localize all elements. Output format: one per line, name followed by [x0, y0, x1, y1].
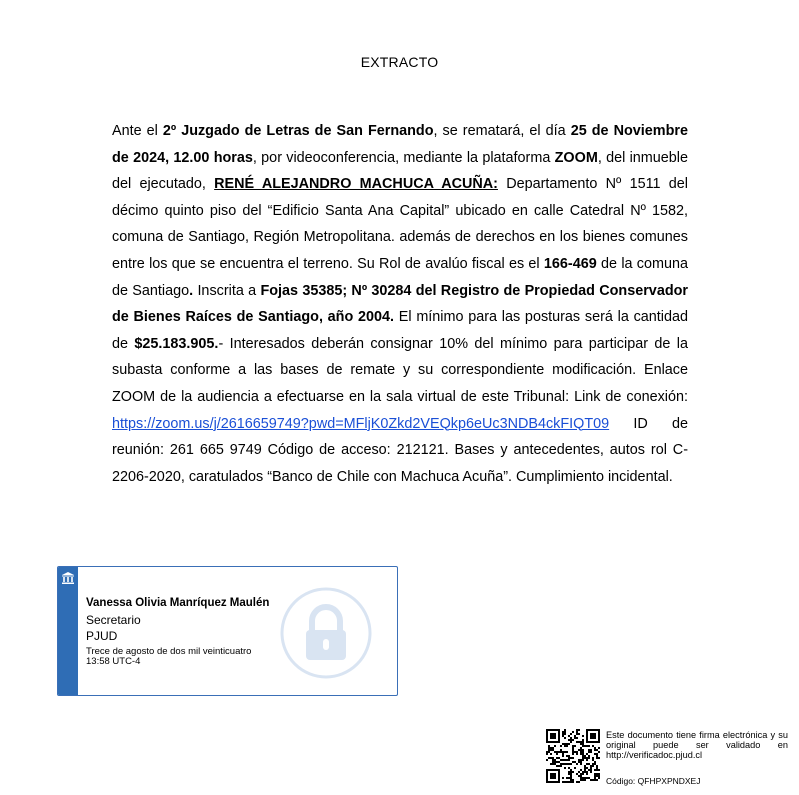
signature-date-text: Trece de agosto de dos mil veinticuatro: [86, 646, 252, 657]
paragraph-text: Ante el: [112, 123, 163, 139]
bold-text: $25.183.905.: [134, 335, 219, 352]
signer-name: Vanessa Olivia Manríquez Maulén: [86, 597, 270, 609]
document-title: EXTRACTO: [360, 54, 439, 70]
paragraph-text: - Interesados deberán consignar 10% del mínimo para participar de la subasta conforme a las bases de remate y su correspondiente modificación. Enlace ZOOM de la audiencia a efectuarse en la sala virtual de este Tribunal: Link de conexión:: [112, 335, 688, 405]
signer-role: Secretario: [86, 613, 141, 627]
paragraph-text: , se rematará, el día: [433, 123, 571, 139]
signature-date: [86, 647, 306, 667]
bold-text: 25 de Noviembre de 2024, 12.00 horas: [112, 123, 688, 166]
bold-text: 2º Juzgado de Letras de San Fernando: [162, 123, 434, 139]
electronic-signature-box: [57, 566, 398, 696]
qr-code: [546, 729, 600, 783]
bold-text: Fojas 35385; Nº 30284 del Registro de Propiedad Conservador de Bienes Raíces de Santiago, año 2004.: [112, 282, 688, 326]
verification-notice: Este documento tiene firma electrónica y su original puede ser validado en http://verificadoc.pjud.cl: [606, 730, 788, 760]
extract-paragraph: [112, 118, 688, 490]
zoom-link[interactable]: https://zoom.us/j/2616659749?pwd=MFljK0Zkd2VEQkp6eUc3NDB4ckFIQT09: [112, 415, 610, 432]
paragraph-text: , del inmueble del ejecutado,: [112, 149, 688, 193]
paragraph-text: Inscrita a: [197, 282, 261, 299]
bold-text: 166-469: [543, 255, 597, 272]
bold-text: ZOOM: [554, 149, 598, 166]
paragraph-text: ID de reunión: 261 665 9749 Código de acceso: 212121. Bases y antecedentes, autos rol C-2206-2020, caratulados “Banco de Chile con Machuca Acuña”. Cumplimiento incidental.: [112, 415, 688, 485]
paragraph-text: de la comuna de Santiago: [112, 255, 688, 299]
paragraph-text: El mínimo para las posturas será la cantidad de: [112, 309, 688, 352]
bold-text: .: [189, 282, 198, 299]
courthouse-icon: [61, 571, 75, 585]
signer-organization: PJUD: [86, 629, 118, 643]
signature-time: 13:58 UTC-4: [86, 656, 141, 667]
verification-code: Código: QFHPXPNDXEJ: [606, 776, 701, 786]
defendant-name: RENÉ ALEJANDRO MACHUCA ACUÑA:: [214, 176, 498, 193]
paragraph-text: Departamento Nº 1511 del décimo quinto piso del “Edificio Santa Ana Capital” ubicado en calle Catedral Nº 1582, comuna de Santiago, Región Metropolitana. además de derechos en los bienes comunes entre los que se encuentra el terreno. Su Rol de avalúo fiscal es el: [112, 176, 688, 272]
paragraph-text: , por videoconferencia, mediante la plataforma: [252, 149, 555, 166]
signature-side-bar: [58, 567, 78, 695]
